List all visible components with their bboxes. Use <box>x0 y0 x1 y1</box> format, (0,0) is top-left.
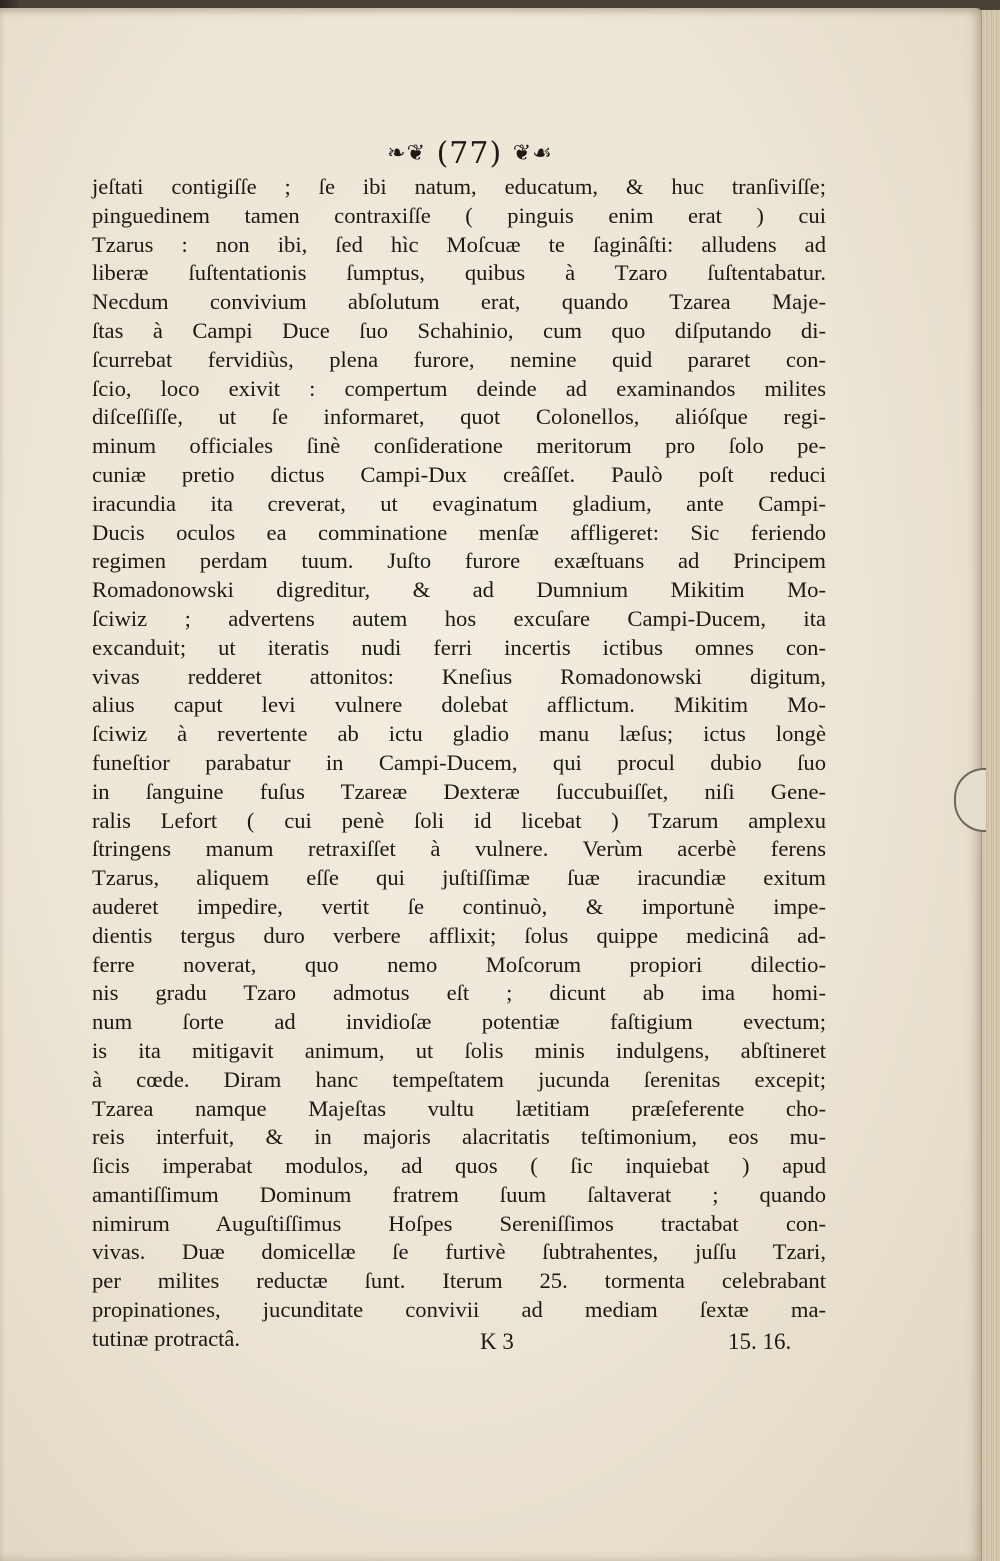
text-line: nis gradu Tzaro admotus eſt ; dicunt ab ima homi- <box>92 980 826 1006</box>
body-text <box>92 173 826 1354</box>
text-line: ſcio, loco exivit : compertum deinde ad examinandos milites <box>92 375 826 401</box>
text-line: ſciwiz ; advertens autem hos excuſare Campi-Ducem, ita <box>92 605 826 631</box>
text-line: ralis Lefort ( cui penè ſoli id licebat ) Tzarum amplexu <box>92 807 826 833</box>
text-line: tutinæ protractâ. <box>92 1325 241 1351</box>
text-line: ſcurrebat fervidiùs, plena furore, nemine quid pararet con- <box>92 346 826 372</box>
page-header <box>370 136 570 171</box>
text-line: excanduit; ut iteratis nudi ferri incertis ictibus omnes con- <box>92 634 826 660</box>
text-line: ſtas à Campi Duce ſuo Schahinio, cum quo diſputando di- <box>92 317 826 343</box>
text-line: is ita mitigavit animum, ut ſolis minis indulgens, abſtineret <box>92 1037 826 1063</box>
ornament-left-icon: ❧❦ <box>387 141 427 166</box>
text-line: reis interfuit, & in majoris alacritatis teſtimonium, eos mu- <box>92 1124 826 1150</box>
text-line: auderet impedire, vertit ſe continuò, & importunè impe- <box>92 893 826 919</box>
text-line: pinguedinem tamen contraxiſſe ( pinguis enim erat ) cui <box>92 202 826 228</box>
page-number: (77) <box>436 136 503 171</box>
text-line: jeſtati contigiſſe ; ſe ibi natum, educatum, & huc tranſiviſſe; <box>92 174 826 199</box>
text-line: dientis tergus duro verbere afflixit; ſolus quippe medicinâ ad- <box>92 922 826 948</box>
text-line: ferre noverat, quo nemo Moſcorum propiori dilectio- <box>92 951 826 977</box>
signature-mark: K 3 <box>480 1329 514 1354</box>
text-line: ſciwiz à revertente ab ictu gladio manu læſus; ictus longè <box>92 721 826 747</box>
text-line: Tzarus, aliquem eſſe qui juſtiſſimæ ſuæ iracundiæ exitum <box>92 865 826 891</box>
text-line: iracundia ita creverat, ut evaginatum gladium, ante Campi- <box>92 490 826 516</box>
text-line: Romadonowski digreditur, & ad Dumnium Mikitim Mo- <box>92 577 826 603</box>
text-line: Necdum convivium abſolutum erat, quando Tzarea Maje- <box>92 289 826 315</box>
text-line: alius caput levi vulnere dolebat afflictum. Mikitim Mo- <box>92 692 826 718</box>
text-line: diſceſſiſſe, ut ſe informaret, quot Colonellos, alióſque regi- <box>92 404 826 430</box>
text-line: liberæ ſuſtentationis ſumptus, quibus à Tzaro ſuſtentabatur. <box>92 260 826 286</box>
text-line: ſicis imperabat modulos, ad quos ( ſic inquiebat ) apud <box>92 1153 826 1179</box>
catchword: 15. 16. <box>728 1329 792 1354</box>
text-line: num ſorte ad invidioſæ potentiæ faſtigium evectum; <box>92 1009 826 1035</box>
text-line: in ſanguine fuſus Tzareæ Dexteræ ſuccubuiſſet, niſi Gene- <box>92 778 826 804</box>
text-line: Tzarea namque Majeſtas vultu lætitiam præſeferente cho- <box>92 1095 826 1121</box>
text-line: minum officiales ſinè conſideratione meritorum pro ſolo pe- <box>92 433 826 459</box>
text-line: propinationes, jucunditate convivii ad mediam ſextæ ma- <box>92 1297 826 1323</box>
text-line: Ducis oculos ea comminatione menſæ affligeret: Sic feriendo <box>92 519 826 545</box>
ornament-right-icon: ❦☙ <box>512 141 553 166</box>
text-line: regimen perdam tuum. Juſto furore exæſtuans ad Principem <box>92 548 826 574</box>
text-line: ſtringens manum retraxiſſet à vulnere. Verùm acerbè ferens <box>92 836 826 862</box>
text-line: funeſtior parabatur in Campi-Ducem, qui procul dubio ſuo <box>92 749 826 775</box>
text-line: amantiſſimum Dominum fratrem ſuum ſaltaverat ; quando <box>92 1181 826 1207</box>
text-line: Tzarus : non ibi, ſed hìc Moſcuæ te ſaginâſti: alludens ad <box>92 231 826 257</box>
text-line: vivas. Duæ domicellæ ſe furtivè ſubtrahentes, juſſu Tzari, <box>92 1239 826 1265</box>
text-line: cuniæ pretio dictus Campi-Dux creâſſet. Paulò poſt reduci <box>92 461 826 487</box>
text-line: vivas redderet attonitos: Kneſius Romadonowski digitum, <box>92 663 826 689</box>
text-line: nimirum Auguſtiſſimus Hoſpes Sereniſſimos tractabat con- <box>92 1210 826 1236</box>
text-line: à cœde. Diram hanc tempeſtatem jucunda ſerenitas excepit; <box>92 1066 826 1092</box>
text-line: per milites reductæ ſunt. Iterum 25. tormenta celebrabant <box>92 1268 826 1294</box>
